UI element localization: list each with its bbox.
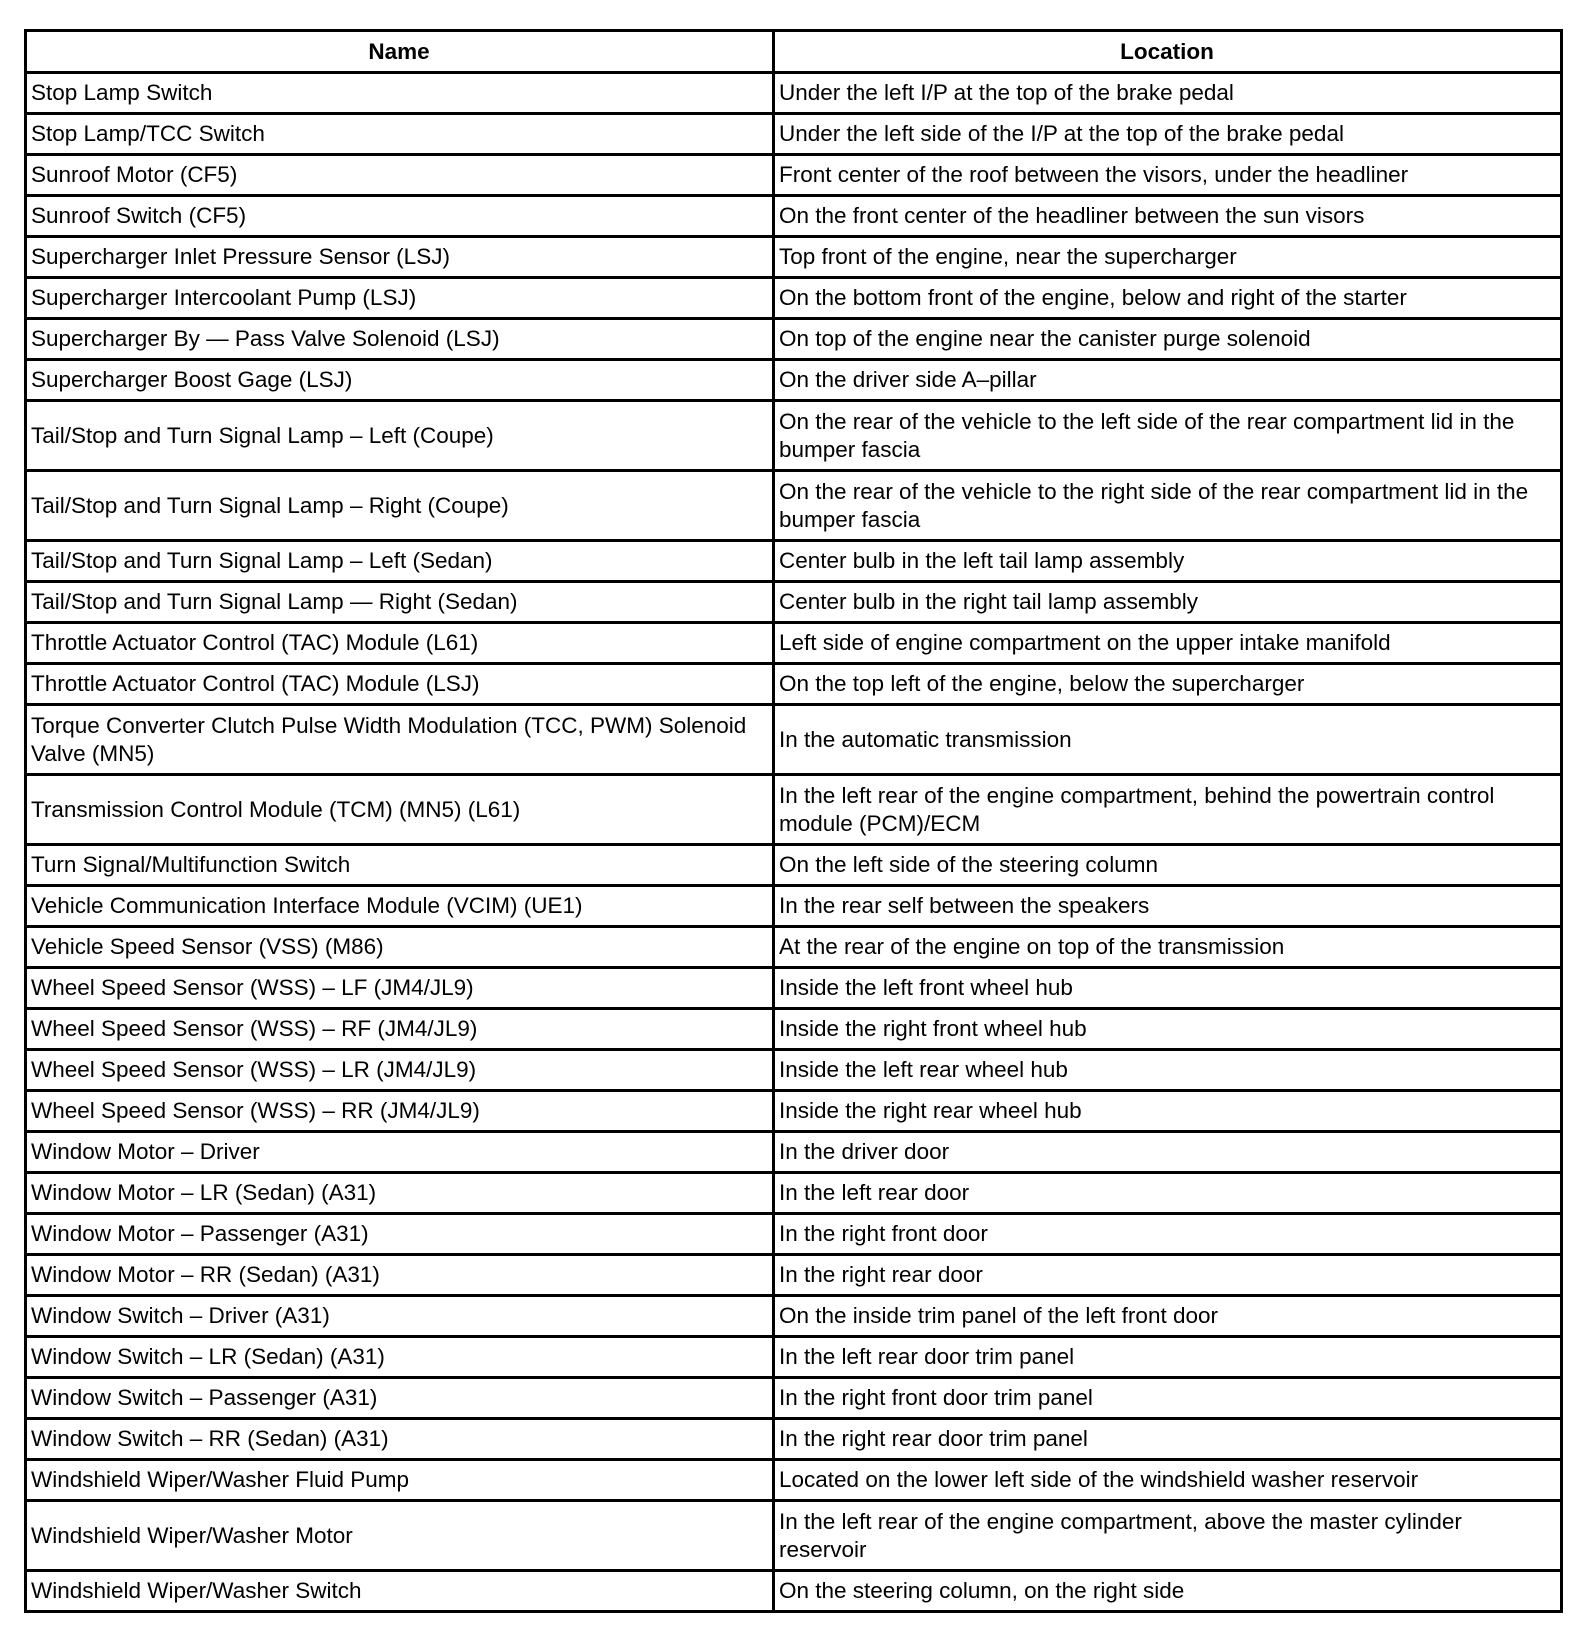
- cell-location: On the inside trim panel of the left front door: [774, 1296, 1562, 1337]
- header-row: [26, 31, 1562, 73]
- table-row: [26, 114, 1562, 155]
- header-name: Name: [26, 31, 774, 73]
- cell-location: On the front center of the headliner between the sun visors: [774, 196, 1562, 237]
- cell-name: Supercharger By — Pass Valve Solenoid (LSJ): [26, 319, 774, 360]
- table-row: [26, 278, 1562, 319]
- table-row: [26, 541, 1562, 582]
- cell-location: Inside the right front wheel hub: [774, 1009, 1562, 1050]
- table-row: [26, 845, 1562, 886]
- cell-location: In the automatic transmission: [774, 705, 1562, 775]
- cell-location: In the left rear door: [774, 1173, 1562, 1214]
- table-row: [26, 927, 1562, 968]
- table-row: [26, 1214, 1562, 1255]
- cell-name: Tail/Stop and Turn Signal Lamp – Right (Coupe): [26, 471, 774, 541]
- cell-location: Inside the right rear wheel hub: [774, 1091, 1562, 1132]
- cell-name: Stop Lamp/TCC Switch: [26, 114, 774, 155]
- table-row: [26, 1050, 1562, 1091]
- cell-location: In the right rear door trim panel: [774, 1419, 1562, 1460]
- cell-name: Windshield Wiper/Washer Fluid Pump: [26, 1460, 774, 1501]
- cell-location: At the rear of the engine on top of the transmission: [774, 927, 1562, 968]
- table-row: [26, 1173, 1562, 1214]
- cell-name: Supercharger Inlet Pressure Sensor (LSJ): [26, 237, 774, 278]
- cell-name: Wheel Speed Sensor (WSS) – LR (JM4/JL9): [26, 1050, 774, 1091]
- component-location-table: [24, 29, 1563, 1613]
- cell-location: On top of the engine near the canister purge solenoid: [774, 319, 1562, 360]
- table-row: [26, 319, 1562, 360]
- cell-location: Inside the left rear wheel hub: [774, 1050, 1562, 1091]
- cell-name: Tail/Stop and Turn Signal Lamp – Left (Coupe): [26, 401, 774, 471]
- table-row: [26, 471, 1562, 541]
- cell-name: Window Motor – Driver: [26, 1132, 774, 1173]
- table-row: [26, 196, 1562, 237]
- cell-name: Window Switch – Passenger (A31): [26, 1378, 774, 1419]
- cell-name: Window Switch – LR (Sedan) (A31): [26, 1337, 774, 1378]
- table-row: [26, 360, 1562, 401]
- cell-name: Window Switch – RR (Sedan) (A31): [26, 1419, 774, 1460]
- cell-location: Located on the lower left side of the windshield washer reservoir: [774, 1460, 1562, 1501]
- cell-name: Wheel Speed Sensor (WSS) – RF (JM4/JL9): [26, 1009, 774, 1050]
- table-row: [26, 237, 1562, 278]
- cell-location: In the right front door trim panel: [774, 1378, 1562, 1419]
- cell-name: Window Switch – Driver (A31): [26, 1296, 774, 1337]
- cell-name: Throttle Actuator Control (TAC) Module (L61): [26, 623, 774, 664]
- cell-location: On the rear of the vehicle to the left side of the rear compartment lid in the bumper fascia: [774, 401, 1562, 471]
- cell-location: Under the left side of the I/P at the top of the brake pedal: [774, 114, 1562, 155]
- table-row: [26, 155, 1562, 196]
- cell-location: On the top left of the engine, below the supercharger: [774, 664, 1562, 705]
- cell-name: Transmission Control Module (TCM) (MN5) (L61): [26, 775, 774, 845]
- cell-location: Under the left I/P at the top of the brake pedal: [774, 73, 1562, 114]
- cell-location: Front center of the roof between the visors, under the headliner: [774, 155, 1562, 196]
- table-row: [26, 73, 1562, 114]
- cell-location: Inside the left front wheel hub: [774, 968, 1562, 1009]
- cell-location: In the driver door: [774, 1132, 1562, 1173]
- cell-location: In the right rear door: [774, 1255, 1562, 1296]
- cell-name: Torque Converter Clutch Pulse Width Modulation (TCC, PWM) Solenoid Valve (MN5): [26, 705, 774, 775]
- table-row: [26, 582, 1562, 623]
- cell-name: Windshield Wiper/Washer Motor: [26, 1501, 774, 1571]
- cell-name: Window Motor – LR (Sedan) (A31): [26, 1173, 774, 1214]
- cell-name: Window Motor – Passenger (A31): [26, 1214, 774, 1255]
- cell-location: On the bottom front of the engine, below and right of the starter: [774, 278, 1562, 319]
- cell-location: On the steering column, on the right side: [774, 1571, 1562, 1612]
- table-row: [26, 1009, 1562, 1050]
- cell-name: Stop Lamp Switch: [26, 73, 774, 114]
- cell-location: In the rear self between the speakers: [774, 886, 1562, 927]
- table-row: [26, 705, 1562, 775]
- table-row: [26, 1571, 1562, 1612]
- table-row: [26, 1460, 1562, 1501]
- cell-location: On the rear of the vehicle to the right side of the rear compartment lid in the bumper fascia: [774, 471, 1562, 541]
- cell-location: In the left rear of the engine compartment, above the master cylinder reservoir: [774, 1501, 1562, 1571]
- table-row: [26, 775, 1562, 845]
- table-row: [26, 1337, 1562, 1378]
- cell-name: Wheel Speed Sensor (WSS) – RR (JM4/JL9): [26, 1091, 774, 1132]
- cell-name: Throttle Actuator Control (TAC) Module (LSJ): [26, 664, 774, 705]
- cell-location: On the driver side A–pillar: [774, 360, 1562, 401]
- table-row: [26, 664, 1562, 705]
- table-row: [26, 1378, 1562, 1419]
- header-location: Location: [774, 31, 1562, 73]
- table-row: [26, 1132, 1562, 1173]
- cell-name: Window Motor – RR (Sedan) (A31): [26, 1255, 774, 1296]
- cell-name: Turn Signal/Multifunction Switch: [26, 845, 774, 886]
- cell-name: Wheel Speed Sensor (WSS) – LF (JM4/JL9): [26, 968, 774, 1009]
- cell-location: In the left rear door trim panel: [774, 1337, 1562, 1378]
- cell-name: Sunroof Motor (CF5): [26, 155, 774, 196]
- cell-location: In the right front door: [774, 1214, 1562, 1255]
- table-row: [26, 623, 1562, 664]
- cell-name: Windshield Wiper/Washer Switch: [26, 1571, 774, 1612]
- table-row: [26, 401, 1562, 471]
- cell-name: Sunroof Switch (CF5): [26, 196, 774, 237]
- table-row: [26, 1091, 1562, 1132]
- cell-name: Supercharger Intercoolant Pump (LSJ): [26, 278, 774, 319]
- cell-location: Left side of engine compartment on the upper intake manifold: [774, 623, 1562, 664]
- cell-location: In the left rear of the engine compartment, behind the powertrain control module (PCM)/ECM: [774, 775, 1562, 845]
- cell-name: Supercharger Boost Gage (LSJ): [26, 360, 774, 401]
- cell-name: Vehicle Speed Sensor (VSS) (M86): [26, 927, 774, 968]
- cell-location: Center bulb in the left tail lamp assembly: [774, 541, 1562, 582]
- table-row: [26, 886, 1562, 927]
- table-row: [26, 1501, 1562, 1571]
- cell-location: Center bulb in the right tail lamp assembly: [774, 582, 1562, 623]
- cell-name: Tail/Stop and Turn Signal Lamp — Right (Sedan): [26, 582, 774, 623]
- table-row: [26, 1419, 1562, 1460]
- table-row: [26, 1255, 1562, 1296]
- cell-location: Top front of the engine, near the supercharger: [774, 237, 1562, 278]
- table-body: [26, 73, 1562, 1612]
- table-row: [26, 968, 1562, 1009]
- table-row: [26, 1296, 1562, 1337]
- cell-name: Tail/Stop and Turn Signal Lamp – Left (Sedan): [26, 541, 774, 582]
- cell-location: On the left side of the steering column: [774, 845, 1562, 886]
- cell-name: Vehicle Communication Interface Module (VCIM) (UE1): [26, 886, 774, 927]
